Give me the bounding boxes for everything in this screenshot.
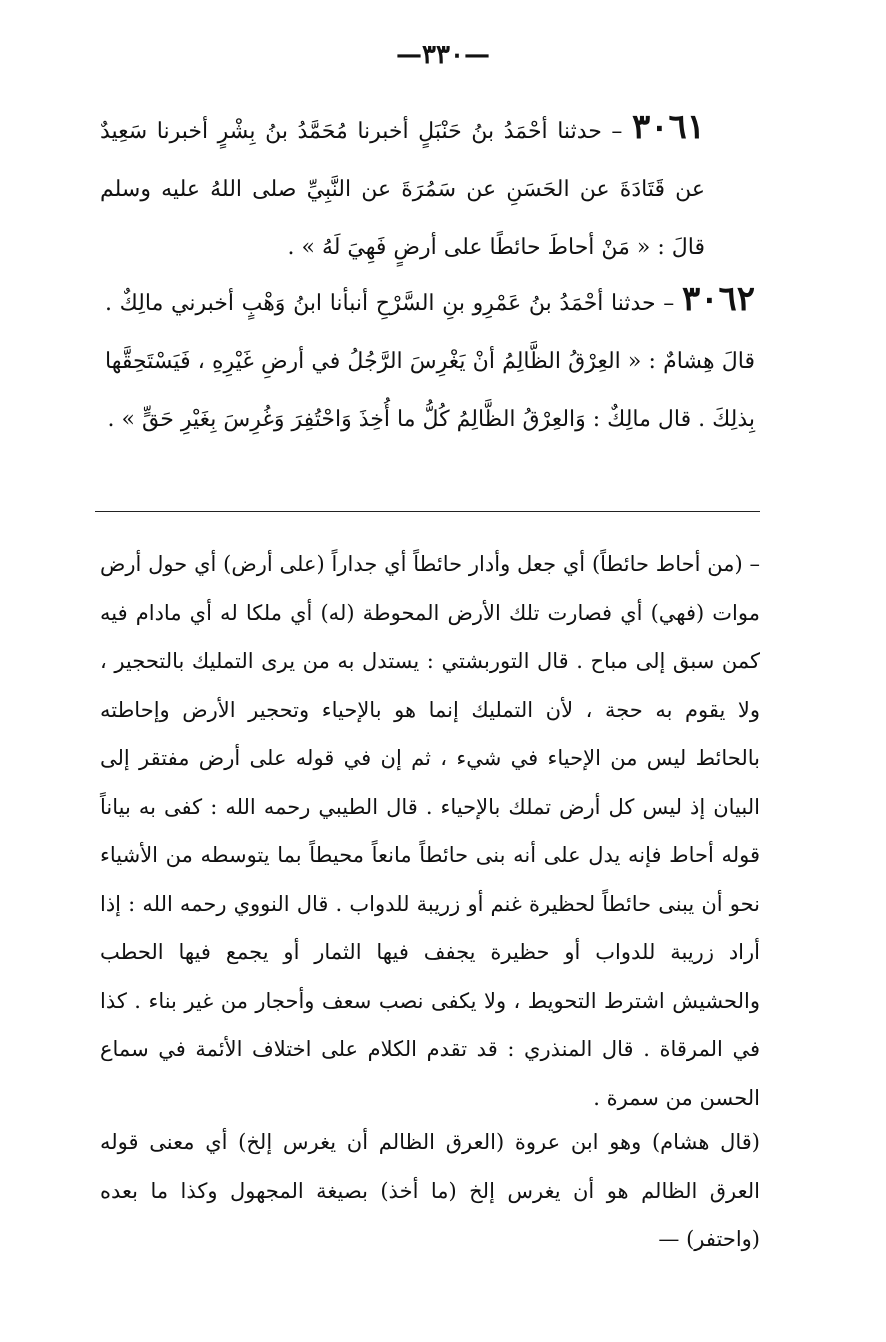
hadith-text: – حدثنا أحْمَدُ بنُ عَمْرِو بنِ السَّرْحِ أنبأنا ابنُ وَهْبٍ أخبرني مالِكٌ . قالَ هِشامٌ : « العِرْقُ الظَّالِمُ أنْ يَغْرِسَ الرَّجُلُ في أرضِ غَيْرِهِ ، فَيَسْتَحِقَّها بِذلِكَ . قال مالِكٌ : وَالعِرْقُ الظَّالِمُ كُلُّ ما أُخِذَ وَاحْتُفِرَ وَغُرِسَ بِغَيْرِ حَقٍّ » . <box>105 291 755 432</box>
commentary-paragraph: (قال هشام) وهو ابن عروة (العرق الظالم أن يغرس إلخ) أي معنى قوله العرق الظالم هو أن يغرس إلخ (ما أخذ) بصيغة المجهول وكذا ما بعده (واحتفر) — <box>100 1130 760 1251</box>
hadith-text: – حدثنا أحْمَدُ بنُ حَنْبَلٍ أخبرنا مُحَمَّدُ بنُ بِشْرٍ أخبرنا سَعِيدٌ عن قَتَادَةَ عن الحَسَنِ عن سَمُرَةَ عن النَّبِيِّ صلى اللهُ عليه وسلم قالَ : « مَنْ أحاطَ حائطًا على أرضٍ فَهِيَ لَهُ » . <box>100 119 705 260</box>
commentary-paragraph: – (من أحاط حائطاً) أي جعل وأدار حائطاً أي جداراً (على أرض) أي حول أرض موات (فهي) أي فصارت تلك الأرض المحوطة (له) أي ملكا له أي مادام فيه كمن سبق إلى مباح . قال التوربشتي : يستدل به من يرى التمليك بالتحجير ، ولا يقوم به حجة ، لأن التمليك إنما هو بالإحياء وتحجير الأرض وإحاطته بالحائط ليس من الإحياء في شيء ، ثم إن في قوله على أرض مفتقر إلى البيان إذ ليس كل أرض تملك بالإحياء . قال الطيبي رحمه الله : كفى به بياناً قوله أحاط فإنه يدل على أنه بنى حائطاً مانعاً محيطاً بما يتوسطه من الأشياء نحو أن يبنى حائطاً لحظيرة غنم أو زريبة للدواب . قال النووي رحمه الله : إذا أراد زريبة للدواب أو حظيرة يجفف فيها الثمار أو يجمع فيها الحطب والحشيش اشترط التحويط ، ولا يكفى نصب سعف وأحجار من غير بناء . كذا في المرقاة . قال المنذري : قد تقدم الكلام على اختلاف الأئمة في سماع الحسن من سمرة . <box>100 552 760 1110</box>
page-number: —٣٣٠— <box>396 40 490 70</box>
footnote-divider <box>95 511 760 512</box>
hadith-3061 <box>100 98 705 277</box>
hadith-3062 <box>105 270 755 449</box>
hadith-number: ٣٠٦٢ <box>681 279 756 319</box>
hadith-number: ٣٠٦١ <box>631 107 705 147</box>
